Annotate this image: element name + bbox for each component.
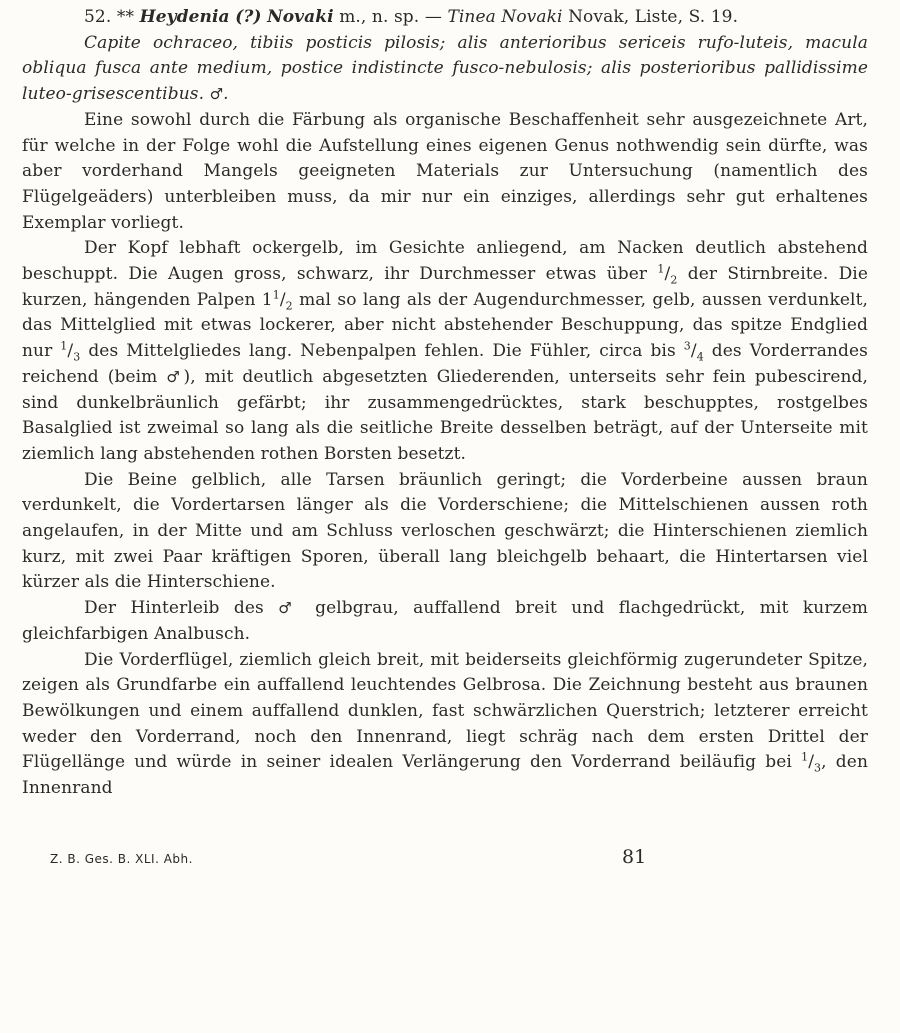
head-text-1: Der Kopf lebhaft ockergelb, im Gesichte anliegend, am Nacken deutlich abstehend beschuppt. Die Augen gross, schwarz, ihr Durchmesser etwas über bbox=[22, 238, 868, 285]
fraction-denominator: 2 bbox=[670, 273, 678, 287]
genus-name: Heydenia bbox=[139, 7, 230, 27]
latin-diagnosis: Capite ochraceo, tibiis posticis pilosis; alis anterioribus sericeis rufo-luteis, macula obliqua fusca ante medium, postice indistincte fusco-nebulosis; alis posterioribus pallidissime luteo-grisescentibus. ♂. bbox=[22, 32, 868, 105]
forewing-text-2: , den Innenrand bbox=[22, 752, 868, 799]
page-number: 81 bbox=[622, 846, 647, 868]
head-text-6: ), mit deutlich abgesetzten Gliederenden, unterseits sehr fein pubescirend, sind dunkelbräunlich gefärbt; ihr zusammengedrücktes, stark beschupptes, rostgelbes Basalglied ist zweimal so lang als die seitliche Breite desselben beträgt, auf der Unterseite mit ziemlich lang abstehenden rothen Borsten besetzt. bbox=[22, 366, 869, 464]
male-symbol-icon: ♂ bbox=[278, 599, 301, 618]
synonym-author: Novak, bbox=[568, 7, 630, 27]
text-body bbox=[22, 5, 868, 802]
fraction-denominator: 3 bbox=[73, 350, 81, 364]
forewing-text-1: Die Vorderflügel, ziemlich gleich breit, mit beiderseits gleichförmig zugerundeter Spitze, zeigen als Grundfarbe ein auffallend leuchtendes Gelbrosa. Die Zeichnung besteht aus braunen Bewölkungen und einem auffallend dunklen, fast schwärzlichen Querstrich; letzterer erreicht weder den Vorderrand, noch den Innenrand, liegt schräg nach dem ersten Drittel der Flügellänge und würde in seiner idealen Verlängerung den Vorderrand beiläufig bei bbox=[22, 649, 868, 773]
paragraph-intro: Eine sowohl durch die Färbung als organische Beschaffenheit sehr ausgezeichnete Art, für welche in der Folge wohl die Aufstellung eines eigenen Genus nothwendig sein dürfte, was aber vorderhand Mangels geeigneten Materials zur Untersuchung (namentlich des Flügelgeäders) unterbleiben muss, da mir nur ein einziges, allerdings sehr gut erhaltenes Exemplar vorliegt. bbox=[22, 109, 868, 233]
paragraph-abdomen bbox=[22, 596, 868, 647]
species-heading bbox=[22, 5, 868, 31]
paragraph-forewings: Die Vorderflügel, ziemlich gleich breit, mit beiderseits gleichförmig zugerundeter Spitze, zeigen als Grundfarbe ein auffallend leuchtendes Gelbrosa. Die Zeichnung besteht aus braunen Bewölkungen und einem auffallend dunklen, fast schwärzlichen Querstrich; letzterer erreicht weder den Vorderrand, noch den Innenrand, liegt schräg nach dem ersten Drittel der Flügellänge und würde in seiner idealen Verlängerung den Vorderrand beiläufig bei $^1/_3$, den Innenrand bbox=[22, 649, 868, 799]
author-note: m., n. sp. bbox=[339, 7, 420, 27]
head-text-5: des Vorderrandes reichend (beim bbox=[22, 341, 868, 387]
fraction-numerator: 3 bbox=[683, 339, 691, 353]
synonym-genus: Tinea bbox=[447, 7, 496, 27]
species-name: Novaki bbox=[267, 7, 334, 27]
head-text-4: des Mittelgliedes lang. Nebenpalpen fehlen. Die Fühler, circa bis bbox=[88, 341, 676, 362]
fraction-denominator: 2 bbox=[285, 299, 293, 313]
paragraph-legs: Die Beine gelblich, alle Tarsen bräunlich geringt; die Vorderbeine aussen braun verdunkelt, die Vordertarsen länger als die Vorderschiene; die Mittelschienen aussen roth angelaufen, in der Mitte und am Schluss verloschen geschwärzt; die Hinterschienen ziemlich kurz, mit zwei Paar kräftigen Sporen, überall lang bleichgelb behaart, die Hintertarsen viel kürzer als die Hinterschiene. bbox=[22, 469, 868, 593]
fraction-denominator: 4 bbox=[696, 350, 704, 364]
journal-reference: Z. B. Ges. B. XLI. Abh. bbox=[50, 852, 193, 866]
paragraph-head-description: Der Kopf lebhaft ockergelb, im Gesichte anliegend, am Nacken deutlich abstehend beschuppt. Die Augen gross, schwarz, ihr Durchmesser etwas über $^1/_2$ der Stirnbreite. Die kurzen, hängenden Palpen $1^1/_2$ mal so lang als der Augendurchmesser, gelb, aussen verdunkelt, das Mittelglied mit etwas lockerer, aber nicht abstehender Beschuppung, das spitze Endglied nur $^1/_3$ des Mittelgliedes lang. Nebenpalpen fehlen. Die Fühler, circa bis $^3/_4$ des Vorderrandes reichend (beim ♂), mit deutlich abgesetzten Gliederenden, unterseits sehr fein pubescirend, sind dunkelbräunlich gefärbt; ihr zusammengedrücktes, stark beschupptes, rostgelbes Basalglied ist zweimal so lang als die seitliche Breite desselben beträgt, auf der Unterseite mit ziemlich lang abstehenden rothen Borsten besetzt. bbox=[22, 238, 869, 464]
fraction-numerator: 1 bbox=[60, 339, 68, 353]
entry-number: 52. bbox=[84, 7, 112, 27]
fraction-numerator: 1 bbox=[272, 288, 280, 302]
fraction-denominator: 3 bbox=[814, 761, 822, 775]
fraction-numerator: 1 bbox=[657, 262, 665, 276]
entry-stars: ** bbox=[116, 7, 135, 27]
male-symbol-icon: ♂ bbox=[166, 367, 184, 386]
diagnosis-text: Capite ochraceo, tibiis posticis pilosis; alis anterioribus sericeis rufo-luteis, macula obliqua fusca ante medium, postice indistincte fusco-nebulosis; alis posterioribus pallidissime luteo-grisescentibus. bbox=[22, 32, 868, 105]
source-reference: Liste, S. 19. bbox=[634, 7, 739, 27]
genus-query: (?) bbox=[235, 7, 262, 27]
head-text-3: mal so lang als der Augendurchmesser, gelb, aussen verdunkelt, das Mittelglied mit etwas lockerer, aber nicht abstehender Beschuppung, das spitze Endglied nur bbox=[22, 289, 869, 362]
male-symbol-icon: ♂ bbox=[209, 85, 224, 104]
fraction-numerator: 1 bbox=[801, 750, 809, 764]
abdomen-text-2: gelbgrau, auffallend breit und flachgedrückt, mit kurzem gleichfarbigen Analbusch. bbox=[22, 598, 868, 644]
separator-dash: — bbox=[424, 7, 442, 27]
synonym-species: Novaki bbox=[501, 7, 563, 27]
head-text-2: der Stirnbreite. Die kurzen, hängenden Palpen 1 bbox=[22, 264, 869, 310]
abdomen-text-1: Der Hinterleib des bbox=[84, 598, 264, 619]
